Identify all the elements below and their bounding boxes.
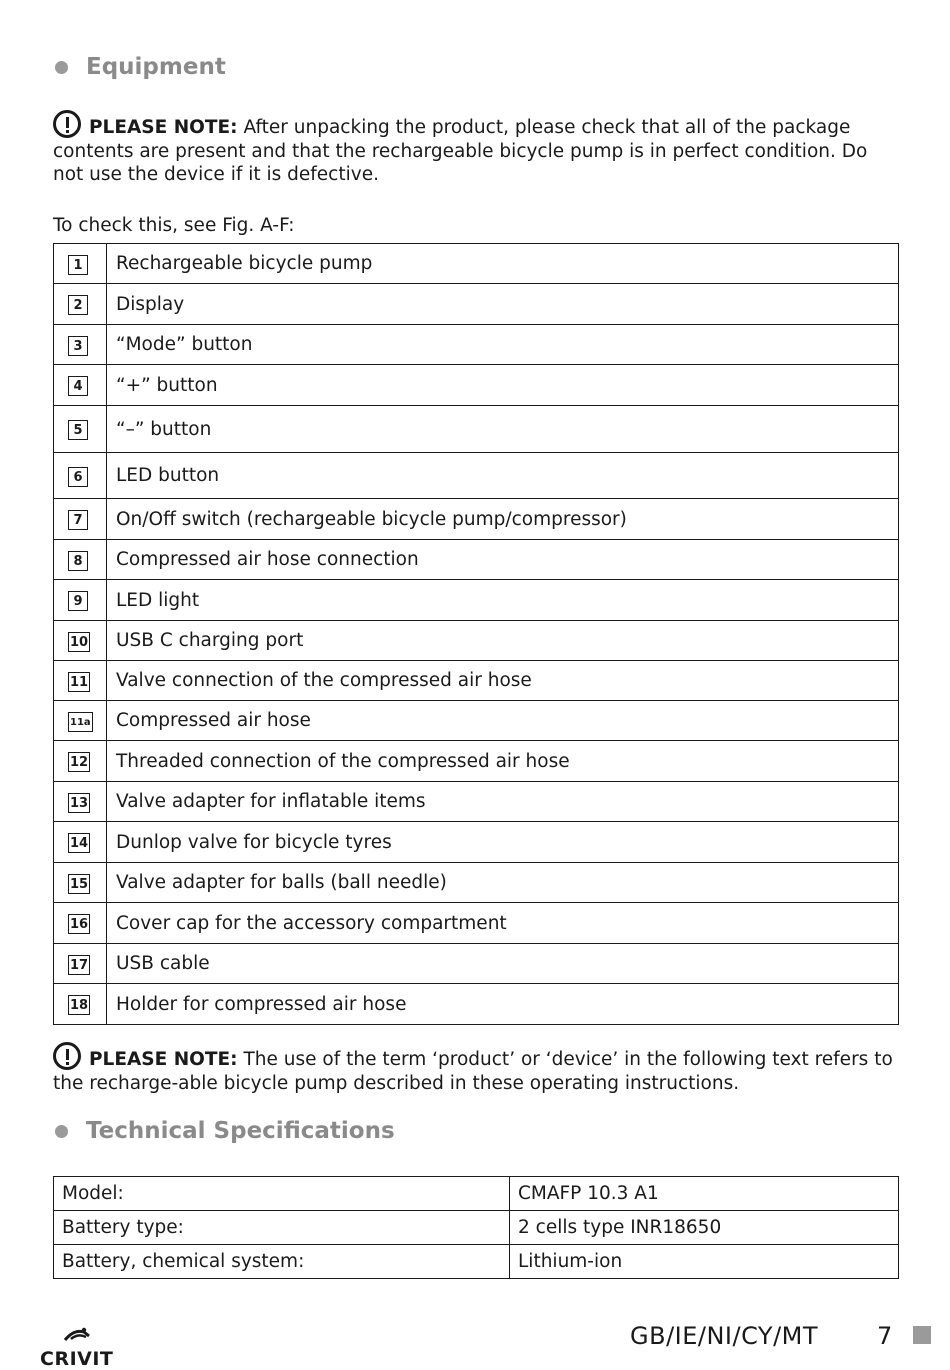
table-row [54,1211,899,1245]
part-label: On/Off switch (rechargeable bicycle pump/compressor) [107,499,899,540]
part-number: 8 [68,551,88,571]
table-row [54,741,899,782]
table-row [54,284,899,325]
spec-key: Battery type: [54,1211,510,1245]
table-row [54,453,899,499]
part-label: Valve adapter for balls (ball needle) [107,863,899,903]
part-number: 13 [68,793,90,813]
part-label: Threaded connection of the compressed air hose [107,741,899,782]
table-row [54,701,899,741]
spec-value: 2 cells type INR18650 [510,1211,899,1245]
table-row [54,540,899,580]
part-number: 9 [68,591,88,611]
crivit-logo [40,1327,113,1370]
part-label: Valve connection of the compressed air hose [107,661,899,701]
part-number: 4 [68,376,88,396]
table-row [54,365,899,406]
table-row [54,944,899,984]
specs-title: Technical Specifications [86,1118,395,1144]
spec-key: Battery, chemical system: [54,1245,510,1279]
part-label: Compressed air hose connection [107,540,899,580]
part-number: 17 [68,955,90,975]
table-row [54,822,899,863]
part-number: 7 [68,510,88,530]
part-number: 6 [68,467,88,487]
table-row [54,782,899,822]
equipment-heading [55,54,226,80]
equipment-title: Equipment [86,54,226,80]
part-number: 11a [68,712,93,732]
exclamation-icon [53,1042,81,1070]
page-marker [913,1326,931,1344]
part-number: 16 [68,914,90,934]
part-label: “–” button [107,406,899,453]
page-number: 7 [877,1322,893,1350]
cyclist-icon [62,1327,92,1343]
parts-table [53,243,899,1025]
exclamation-icon [53,110,81,138]
product-note [53,1042,898,1095]
table-row [54,325,899,365]
note-text: The use of the term ‘product’ or ‘device’ in the following text refers to the recharge-able bicycle pump described in these operating instructions. [53,1049,893,1094]
note-label: PLEASE NOTE: [89,117,238,138]
specs-table [53,1176,899,1279]
part-number: 18 [68,995,90,1015]
note-text: After unpacking the product, please check that all of the package contents are present and that the rechargeable bicycle pump is in perfect condition. Do not use the device if it is defective. [53,117,868,185]
bullet-icon [55,61,68,74]
spec-key: Model: [54,1177,510,1211]
table-row [54,1245,899,1279]
part-label: Valve adapter for inflatable items [107,782,899,822]
part-label: Rechargeable bicycle pump [107,244,899,284]
spec-value: CMAFP 10.3 A1 [510,1177,899,1211]
table-row [54,903,899,944]
table-row [54,863,899,903]
table-row [54,406,899,453]
brand-name: CRIVIT [40,1348,114,1370]
part-label: “+” button [107,365,899,406]
part-number: 10 [68,632,90,652]
note-label: PLEASE NOTE: [89,1049,238,1070]
part-label: Dunlop valve for bicycle tyres [107,822,899,863]
part-label: Holder for compressed air hose [107,984,899,1025]
table-row [54,1177,899,1211]
spec-value: Lithium-ion [510,1245,899,1279]
table-row [54,661,899,701]
table-row [54,580,899,621]
specs-heading [55,1118,395,1144]
part-number: 14 [68,833,90,853]
table-row [54,499,899,540]
check-intro: To check this, see Fig. A-F: [53,215,295,236]
table-row [54,984,899,1025]
part-label: LED button [107,453,899,499]
part-label: Compressed air hose [107,701,899,741]
part-label: Cover cap for the accessory compartment [107,903,899,944]
part-number: 15 [68,874,90,894]
equipment-note [53,110,898,187]
footer-locale: GB/IE/NI/CY/MT [630,1322,819,1350]
table-row [54,621,899,661]
part-label: “Mode” button [107,325,899,365]
part-number: 1 [68,255,88,275]
part-number: 2 [68,295,88,315]
part-number: 11 [68,672,90,692]
part-label: Display [107,284,899,325]
part-label: LED light [107,580,899,621]
part-number: 12 [68,752,90,772]
part-label: USB C charging port [107,621,899,661]
table-row [54,244,899,284]
part-number: 3 [68,336,88,356]
part-number: 5 [68,420,88,440]
bullet-icon [55,1125,68,1138]
part-label: USB cable [107,944,899,984]
